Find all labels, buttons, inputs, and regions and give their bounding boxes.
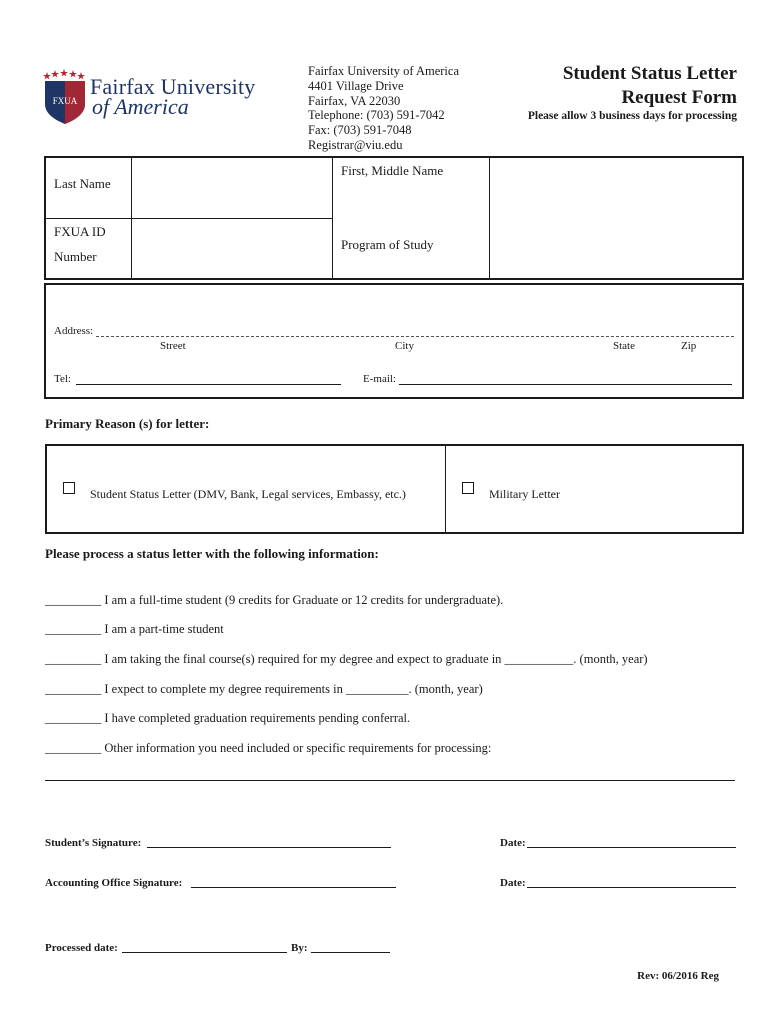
completed-row [45,711,410,726]
address-line: 4401 Village Drive [308,78,404,93]
fulltime-row [45,593,503,608]
final-course-text: I am taking the final course(s) required for my degree and expect to graduate in ___________. (month, year) [104,652,648,666]
first-middle-name-field[interactable] [491,158,742,218]
military-letter-option-label: Military Letter [489,487,560,501]
accounting-date-label: Date: [500,877,526,889]
email-field[interactable] [399,384,732,385]
expect-complete-blank[interactable]: _________ [45,682,102,696]
address-field[interactable] [96,336,734,337]
form-title-line2: Request Form [621,87,737,108]
last-name-label: Last Name [54,176,111,191]
tel-field[interactable] [76,384,341,385]
status-letter-checkbox[interactable] [63,482,75,494]
processing-note: Please allow 3 business days for processing [527,110,737,122]
accounting-signature-field[interactable] [191,887,396,888]
address-line: Registrar@viu.edu [308,137,403,152]
logo-wordmark-line1: Fairfax University [90,74,256,99]
street-caption: Street [160,340,186,352]
reason-heading: Primary Reason (s) for letter: [45,416,210,431]
processed-by-field[interactable] [311,952,390,953]
processed-date-label: Processed date: [45,942,118,954]
accounting-date-field[interactable] [527,887,736,888]
program-label: Program of Study [341,237,434,252]
expect-complete-row [45,682,483,697]
last-name-field[interactable] [133,158,330,217]
student-id-field[interactable] [133,220,330,278]
final-course-row [45,652,648,667]
other-info-blank[interactable]: _________ [45,741,102,755]
other-info-field[interactable] [45,780,735,781]
tel-label: Tel: [54,373,71,385]
processed-date-field[interactable] [122,952,287,953]
student-date-field[interactable] [527,847,736,848]
shield-logo-icon [42,68,88,126]
id-label-line1: FXUA ID [54,224,106,239]
state-caption: State [613,340,635,352]
completed-text: I have completed graduation requirements pending conferral. [104,711,411,725]
process-heading: Please process a status letter with the following information: [45,546,379,561]
parttime-text: I am a part-time student [104,622,224,636]
first-middle-name-label: First, Middle Name [341,163,444,178]
processed-by-label: By: [291,942,308,954]
student-signature-field[interactable] [147,847,391,848]
student-date-label: Date: [500,837,526,849]
military-letter-checkbox[interactable] [462,482,474,494]
other-info-text: Other information you need included or specific requirements for processing: [104,741,492,755]
svg-text:FXUA: FXUA [52,96,78,106]
address-label: Address: [54,325,94,337]
fulltime-blank[interactable]: _________ [45,593,102,607]
zip-caption: Zip [681,340,697,352]
address-line: Fax: (703) 591-7048 [308,123,412,138]
status-letter-option-label: Student Status Letter (DMV, Bank, Legal services, Embassy, etc.) [90,487,406,501]
expect-complete-text: I expect to complete my degree requirements in __________. (month, year) [104,682,483,696]
accounting-signature-label: Accounting Office Signature: [45,877,183,889]
student-signature-label: Student’s Signature: [45,837,142,849]
other-info-row [45,741,491,756]
university-address [308,64,459,153]
parttime-blank[interactable]: _________ [45,622,102,636]
email-label: E-mail: [363,373,396,385]
logo-wordmark-line2: of America [92,94,189,119]
city-caption: City [395,340,414,352]
fulltime-text: I am a full-time student (9 credits for Graduate or 12 credits for undergraduate). [104,593,504,607]
parttime-row [45,622,224,637]
address-line: Fairfax, VA 22030 [308,93,401,108]
program-field[interactable] [491,220,742,278]
address-line: Fairfax University of America [308,64,459,78]
final-course-blank[interactable]: _________ [45,652,102,666]
id-label-line2: Number [54,249,97,264]
address-line: Telephone: (703) 591-7042 [308,108,445,123]
revision-label: Rev: 06/2016 Reg [637,970,719,982]
form-title-line1: Student Status Letter [562,63,737,84]
completed-blank[interactable]: _________ [45,711,102,725]
